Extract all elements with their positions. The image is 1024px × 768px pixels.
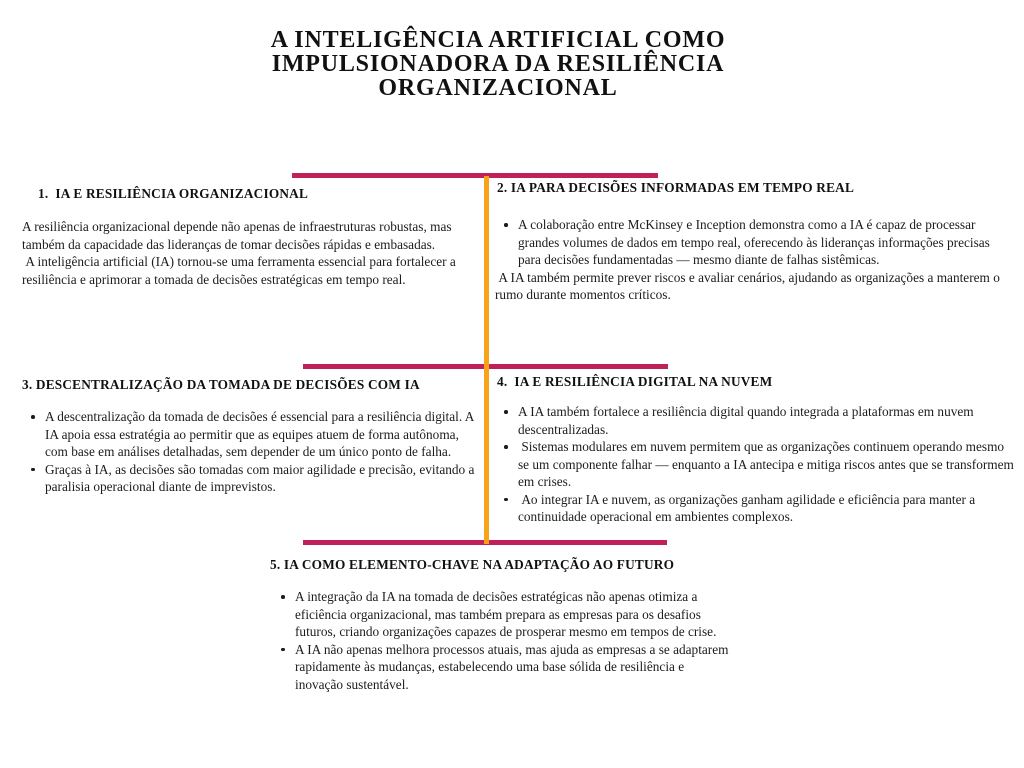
section-5-heading: 5. IA COMO ELEMENTO-CHAVE NA ADAPTAÇÃO AO FUTURO [270,557,675,572]
section-4-bullet-list [495,403,1018,526]
section-2-bullet-list [495,216,1015,269]
section-3-descentralizacao-decisoes [22,377,482,496]
section-2-paragraph-1: A IA também permite prever riscos e avaliar cenários, ajudando as organizações a manterem o rumo durante momentos críticos. [495,269,1004,302]
section-3-bullet-list [22,408,482,496]
bullet-item: A IA também fortalece a resiliência digital quando integrada a plataformas em nuvem descentralizadas. [518,403,1015,438]
divider-line-top [292,173,658,178]
section-1-paragraph-2: A inteligência artificial (IA) tornou-se uma ferramenta essencial para fortalecer a resiliência e aprimorar a tomada de decisões estratégicas em tempo real. [22,254,460,287]
section-5-bullet-list [270,588,735,693]
section-1-heading: 1. IA E RESILIÊNCIA ORGANIZACIONAL [38,186,309,201]
section-4-body [495,403,1018,526]
bullet-item: A colaboração entre McKinsey e Inception demonstra como a IA é capaz de processar grandes volumes de dados em tempo real, oferecendo às lideranças informações precisas para decisões fundamentadas — mesmo diante de falhas sistêmicas. [518,216,1015,269]
section-2-ia-para-decisoes-informadas [495,180,1015,304]
section-5-body [270,588,735,693]
section-4-heading: 4. IA E RESILIÊNCIA DIGITAL NA NUVEM [497,374,773,389]
section-1-body [22,218,477,288]
section-1-ia-e-resiliencia-organizacional [22,186,477,288]
bullet-item: A integração da IA na tomada de decisões estratégicas não apenas otimiza a eficiência organizacional, mas também prepara as empresas para os desafios futuros, criando organizações capazes de prosperar mesmo em tempos de crise. [295,588,735,641]
bullet-item: A descentralização da tomada de decisões é essencial para a resiliência digital. A IA apoia essa estratégia ao permitir que as equipes atuem de forma autônoma, com base em análises detalhadas, sem depender de um único ponto de falha. [45,408,482,461]
section-5-ia-adaptacao-futuro [270,557,735,693]
bullet-item: Sistemas modulares em nuvem permitem que as organizações continuem operando mesmo se um componente falhar — enquanto a IA antecipa e mitiga riscos antes que se transformem em crises. [518,439,1018,489]
page-title: A INTELIGÊNCIA ARTIFICIAL COMO IMPULSIONADORA DA RESILIÊNCIA ORGANIZACIONAL [270,27,726,101]
bullet-item: Ao integrar IA e nuvem, as organizações ganham agilidade e eficiência para manter a continuidade operacional em ambientes complexos. [518,491,1015,526]
bullet-item: A IA não apenas melhora processos atuais, mas ajuda as empresas a se adaptarem rapidamente às mudanças, estabelecendo uma base sólida de resiliência e inovação sustentável. [295,641,735,694]
center-spine-line [484,176,489,544]
section-3-heading: 3. DESCENTRALIZAÇÃO DA TOMADA DE DECISÕES COM IA [22,377,420,392]
bullet-item: Graças à IA, as decisões são tomadas com maior agilidade e precisão, evitando a paralisia operacional diante de imprevistos. [45,461,482,496]
section-2-body [495,216,1015,304]
section-1-paragraph-1: A resiliência organizacional depende não apenas de infraestruturas robustas, mas também da capacidade das lideranças de tomar decisões rápidas e embasadas. [22,219,455,252]
section-3-body [22,408,482,496]
section-2-heading: 2. IA PARA DECISÕES INFORMADAS EM TEMPO REAL [497,180,855,195]
section-4-ia-resiliencia-digital-nuvem [495,374,1018,526]
